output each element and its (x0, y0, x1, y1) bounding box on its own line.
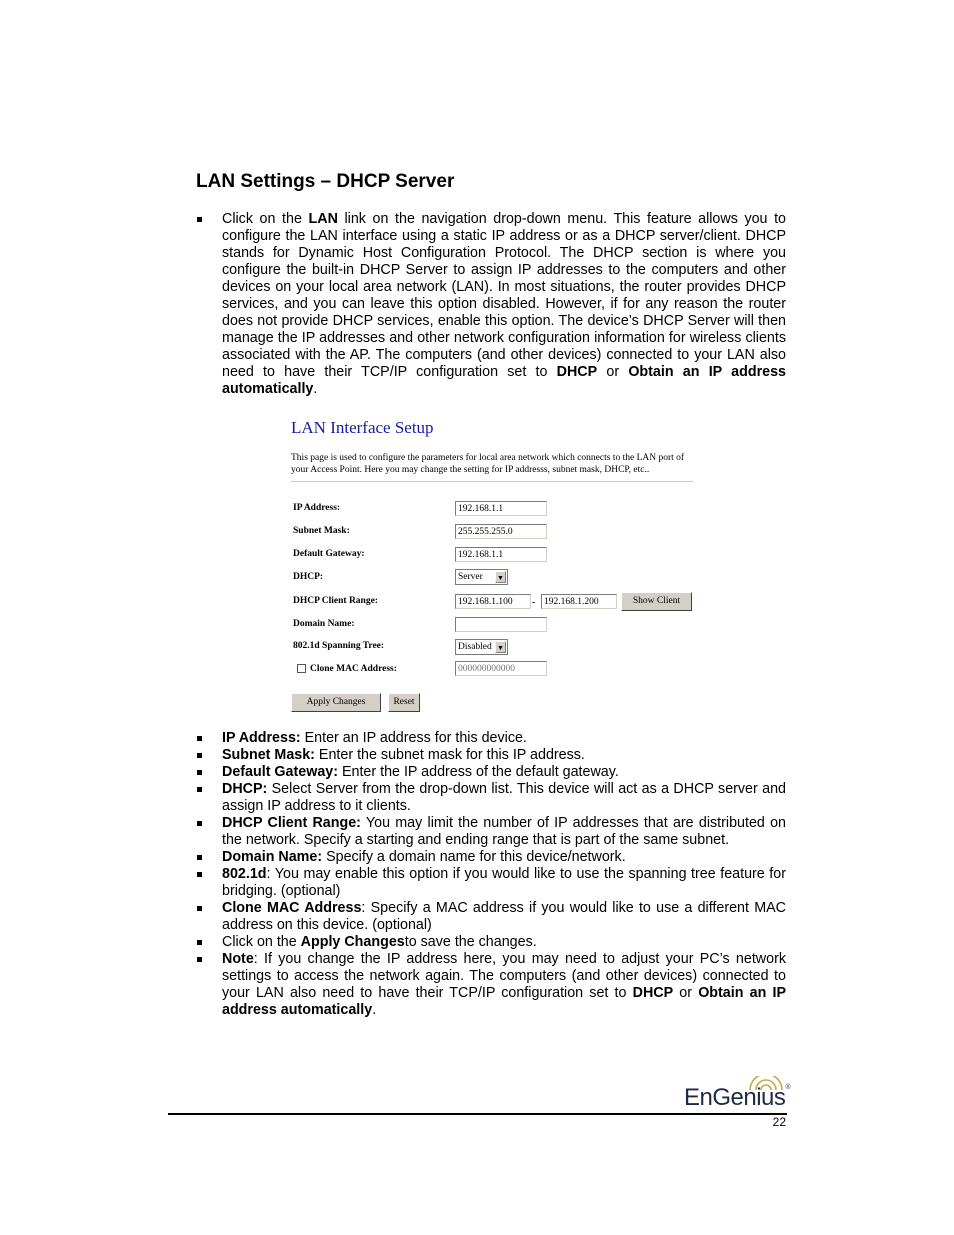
section-heading: LAN Settings – DHCP Server (196, 171, 455, 192)
range-end-field[interactable]: 192.168.1.200 (541, 594, 617, 609)
spanning-tree-select[interactable] (455, 639, 508, 655)
list-item (196, 934, 786, 951)
text: to save the changes. (404, 934, 537, 950)
bold-text: Domain Name: (222, 849, 323, 865)
bold-text: DHCP Client Range: (222, 815, 361, 831)
list-item (196, 849, 786, 866)
dhcp-label: DHCP: (293, 572, 324, 582)
list-item (196, 211, 786, 398)
text: You may limit the number of IP addresses that are distributed on the network. Specify a starting and ending range that is part of the same subnet. (222, 815, 786, 848)
bold-text: Note (222, 951, 254, 967)
bold-text: 802.1d (222, 866, 267, 882)
chevron-down-icon: ▼ (495, 571, 506, 583)
text: : If you change the IP address here, you may need to adjust your PC’s network settings to access the network again. The computers (and other devices) connected to your LAN also need to have their TCP/IP configuration set to (222, 951, 786, 1001)
list-item (196, 815, 786, 849)
text: Click on the (222, 211, 309, 227)
page-number: 22 (772, 1115, 786, 1129)
bold-text: IP Address: (222, 730, 301, 746)
list-item (196, 747, 786, 764)
text: Enter an IP address for this device. (300, 730, 527, 746)
text: : You may enable this option if you would like to use the spanning tree feature for bridging. (optional) (222, 866, 786, 899)
lan-interface-screenshot (288, 416, 698, 716)
show-client-button[interactable]: Show Client (621, 592, 692, 611)
field-description-list (196, 730, 786, 1019)
clone-mac-field[interactable]: 000000000000 (455, 661, 547, 676)
text: : Specify a MAC address if you would like to use a different MAC address on this device. (optional) (222, 900, 786, 933)
clone-mac-label: Clone MAC Address: (310, 664, 397, 674)
text: . (313, 381, 318, 397)
clone-mac-checkbox[interactable] (297, 664, 306, 673)
domain-name-label: Domain Name: (293, 619, 355, 629)
domain-name-field[interactable] (455, 617, 547, 632)
text: . (372, 1002, 377, 1018)
range-separator: - (532, 597, 536, 608)
reset-button[interactable]: Reset (388, 693, 420, 712)
bold-text: DHCP (632, 985, 674, 1001)
subnet-mask-label: Subnet Mask: (293, 526, 350, 536)
divider (291, 481, 693, 482)
bold-text: DHCP (556, 364, 598, 380)
intro-list (196, 211, 786, 398)
apply-changes-button[interactable]: Apply Changes (291, 693, 381, 712)
list-item (196, 781, 786, 815)
screenshot-title: LAN Interface Setup (291, 418, 434, 437)
list-item (196, 764, 786, 781)
bold-text: DHCP: (222, 781, 268, 797)
spanning-tree-label: 802.1d Spanning Tree: (293, 641, 385, 651)
text: or (673, 985, 699, 1001)
bold-text: Default Gateway: (222, 764, 338, 780)
default-gateway-label: Default Gateway: (293, 549, 365, 559)
chevron-down-icon: ▼ (495, 641, 506, 653)
logo-wordmark: EnGenius (684, 1084, 786, 1111)
ip-address-field[interactable]: 192.168.1.1 (455, 501, 547, 516)
text: Enter the IP address of the default gateway. (338, 764, 619, 780)
list-item (196, 900, 786, 934)
text: Enter the subnet mask for this IP address. (314, 747, 585, 763)
range-start-field[interactable]: 192.168.1.100 (455, 594, 531, 609)
bold-text: Obtain an IP address automatically (222, 985, 786, 1018)
list-item (196, 866, 786, 900)
footer-rule (168, 1113, 787, 1115)
text: Click on the (222, 934, 301, 950)
subnet-mask-field[interactable]: 255.255.255.0 (455, 524, 547, 539)
list-item (196, 951, 786, 1019)
bold-text: Obtain an IP address automatically (222, 364, 786, 397)
bold-text: LAN (308, 211, 338, 227)
engenius-logo (684, 1078, 794, 1112)
text: or (597, 364, 629, 380)
text: Specify a domain name for this device/network. (322, 849, 626, 865)
default-gateway-field[interactable]: 192.168.1.1 (455, 547, 547, 562)
spanning-tree-select-value: Disabled (458, 642, 492, 652)
dhcp-select-value: Server (458, 572, 483, 582)
bold-text: Subnet Mask: (222, 747, 315, 763)
list-item (196, 730, 786, 747)
dhcp-select[interactable] (455, 569, 508, 585)
text: link on the navigation drop-down menu. This feature allows you to configure the LAN interface using a static IP address or as a DHCP server/client. DHCP stands for Dynamic Host Configuration Protocol. The DHCP section is where you configure the built-in DHCP Server to assign IP addresses to the computers and other devices on your local area network (LAN). In most situations, the router provides DHCP services, and you can leave this option disabled. However, if for any reason the router does not provide DHCP services, enable this option. The device’s DHCP Server will then manage the IP addresses and other network configuration information for wireless clients associated with the AP. The computers (and other devices) connected to your LAN also need to have their TCP/IP configuration set to (222, 211, 787, 380)
text: Select Server from the drop-down list. This device will act as a DHCP server and assign IP address to it clients. (222, 781, 786, 814)
bold-text: Clone MAC Address (222, 900, 362, 916)
bold-text: Apply Changes (300, 934, 405, 950)
registered-mark: ® (785, 1084, 791, 1091)
logo-text (684, 1084, 790, 1112)
ip-address-label: IP Address: (293, 503, 341, 513)
dhcp-client-range-label: DHCP Client Range: (293, 596, 378, 606)
screenshot-description: This page is used to configure the parameters for local area network which connects to the LAN port of your Access Point. Here you may change the setting for IP addresss, subnet mask, DHCP, etc.. (291, 453, 685, 475)
